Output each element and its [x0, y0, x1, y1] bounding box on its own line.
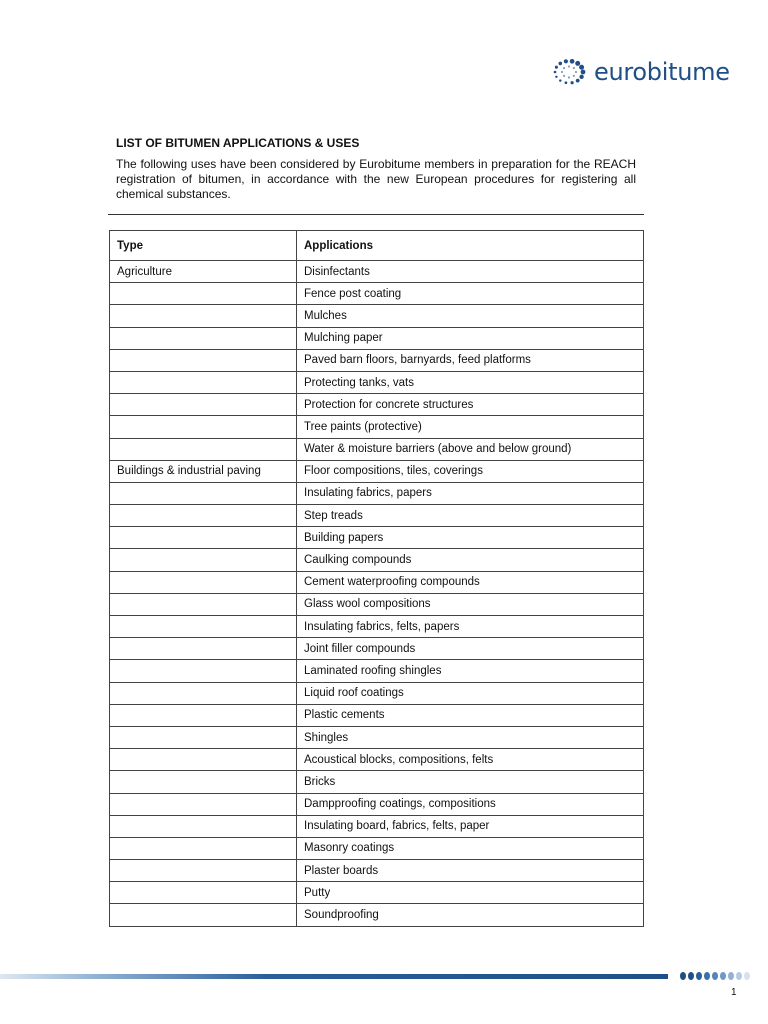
type-cell: Agriculture: [110, 261, 297, 283]
table-row: [110, 305, 644, 327]
table-row: [110, 438, 644, 460]
application-cell: Floor compositions, tiles, coverings: [297, 460, 644, 482]
application-cell: Building papers: [297, 527, 644, 549]
table-row: [110, 815, 644, 837]
application-cell: Protecting tanks, vats: [297, 371, 644, 393]
eurobitume-logo: [552, 54, 730, 90]
application-cell: Bricks: [297, 771, 644, 793]
table-row: [110, 549, 644, 571]
logo-dot: [579, 75, 583, 79]
application-cell: Paved barn floors, barnyards, feed platforms: [297, 349, 644, 371]
logo-text: eurobitume: [594, 58, 730, 86]
footer-dots-icon: [680, 972, 750, 980]
logo-dot: [581, 70, 586, 75]
application-cell: Mulching paper: [297, 327, 644, 349]
application-cell: Joint filler compounds: [297, 638, 644, 660]
table-row: [110, 771, 644, 793]
table-row: [110, 749, 644, 771]
table-row: [110, 571, 644, 593]
table-row: [110, 416, 644, 438]
application-cell: Glass wool compositions: [297, 593, 644, 615]
table-row: [110, 616, 644, 638]
table-row: [110, 704, 644, 726]
application-cell: Plaster boards: [297, 860, 644, 882]
type-cell: [110, 527, 297, 549]
type-cell: [110, 638, 297, 660]
footer-dot: [688, 972, 694, 980]
type-cell: [110, 904, 297, 926]
logo-dot: [559, 79, 561, 81]
type-cell: [110, 505, 297, 527]
type-cell: [110, 571, 297, 593]
logo-dot: [568, 76, 570, 78]
application-cell: Step treads: [297, 505, 644, 527]
application-cell: Acoustical blocks, compositions, felts: [297, 749, 644, 771]
application-cell: Masonry coatings: [297, 837, 644, 859]
type-cell: [110, 660, 297, 682]
document-title: LIST OF BITUMEN APPLICATIONS & USES: [116, 136, 360, 150]
footer-dot: [704, 972, 710, 980]
footer-dot: [736, 972, 742, 980]
type-cell: [110, 349, 297, 371]
table-row: [110, 371, 644, 393]
divider: [108, 214, 644, 215]
table-row: [110, 283, 644, 305]
table-row: [110, 261, 644, 283]
logo-dot: [579, 65, 584, 70]
table-header-row: [110, 231, 644, 261]
table-row: [110, 349, 644, 371]
eurobitume-dots-icon: [552, 57, 588, 87]
logo-dot: [564, 59, 568, 63]
table-row: [110, 860, 644, 882]
intro-paragraph: The following uses have been considered by Eurobitume members in preparation for the REACH registration of bitumen, in accordance with the new European procedures for registering all chemical substances.: [116, 157, 636, 201]
type-cell: [110, 416, 297, 438]
application-cell: Laminated roofing shingles: [297, 660, 644, 682]
application-cell: Putty: [297, 882, 644, 904]
logo-dot: [563, 75, 565, 77]
type-cell: [110, 482, 297, 504]
table-row: [110, 482, 644, 504]
type-cell: [110, 726, 297, 748]
application-cell: Insulating fabrics, papers: [297, 482, 644, 504]
logo-dot: [559, 62, 563, 66]
logo-dot: [561, 71, 563, 73]
type-cell: [110, 793, 297, 815]
type-cell: Buildings & industrial paving: [110, 460, 297, 482]
logo-dot: [575, 71, 577, 73]
table-row: [110, 593, 644, 615]
logo-dot: [570, 81, 573, 84]
type-cell: [110, 771, 297, 793]
type-cell: [110, 549, 297, 571]
type-cell: [110, 815, 297, 837]
application-cell: Cement waterproofing compounds: [297, 571, 644, 593]
type-cell: [110, 882, 297, 904]
logo-dot: [554, 71, 557, 74]
footer-bar: [0, 974, 668, 979]
table-row: [110, 904, 644, 926]
application-cell: Plastic cements: [297, 704, 644, 726]
application-cell: Mulches: [297, 305, 644, 327]
type-cell: [110, 749, 297, 771]
application-cell: Insulating fabrics, felts, papers: [297, 616, 644, 638]
type-cell: [110, 327, 297, 349]
table-row: [110, 837, 644, 859]
table-row: [110, 638, 644, 660]
footer-dot: [744, 972, 750, 980]
table-row: [110, 394, 644, 416]
logo-dot: [573, 75, 575, 77]
table-row: [110, 460, 644, 482]
logo-dot: [570, 59, 575, 64]
type-cell: [110, 616, 297, 638]
table-row: [110, 527, 644, 549]
logo-dot: [575, 61, 580, 66]
type-cell: [110, 704, 297, 726]
application-cell: Protection for concrete structures: [297, 394, 644, 416]
table-row: [110, 793, 644, 815]
application-cell: Insulating board, fabrics, felts, paper: [297, 815, 644, 837]
application-cell: Shingles: [297, 726, 644, 748]
logo-dot: [563, 67, 565, 69]
header-applications: Applications: [297, 231, 644, 261]
application-cell: Disinfectants: [297, 261, 644, 283]
type-cell: [110, 305, 297, 327]
application-cell: Soundproofing: [297, 904, 644, 926]
type-cell: [110, 593, 297, 615]
logo-dot: [573, 67, 575, 69]
logo-dot: [555, 76, 557, 78]
page-number: 1: [731, 987, 737, 998]
footer-dot: [680, 972, 686, 980]
logo-dot: [565, 81, 568, 84]
table-row: [110, 682, 644, 704]
type-cell: [110, 371, 297, 393]
table-row: [110, 660, 644, 682]
table-row: [110, 726, 644, 748]
type-cell: [110, 837, 297, 859]
footer-dot: [728, 972, 734, 980]
application-cell: Dampproofing coatings, compositions: [297, 793, 644, 815]
application-cell: Tree paints (protective): [297, 416, 644, 438]
footer-dot: [696, 972, 702, 980]
table-row: [110, 882, 644, 904]
application-cell: Fence post coating: [297, 283, 644, 305]
application-cell: Water & moisture barriers (above and below ground): [297, 438, 644, 460]
applications-table: [109, 230, 644, 927]
type-cell: [110, 394, 297, 416]
logo-dot: [568, 65, 570, 67]
footer-dot: [720, 972, 726, 980]
table-row: [110, 505, 644, 527]
logo-dot: [576, 79, 580, 83]
type-cell: [110, 860, 297, 882]
type-cell: [110, 438, 297, 460]
application-cell: Caulking compounds: [297, 549, 644, 571]
logo-dot: [555, 66, 558, 69]
table-row: [110, 327, 644, 349]
footer-dot: [712, 972, 718, 980]
type-cell: [110, 283, 297, 305]
type-cell: [110, 682, 297, 704]
header-type: Type: [110, 231, 297, 261]
application-cell: Liquid roof coatings: [297, 682, 644, 704]
